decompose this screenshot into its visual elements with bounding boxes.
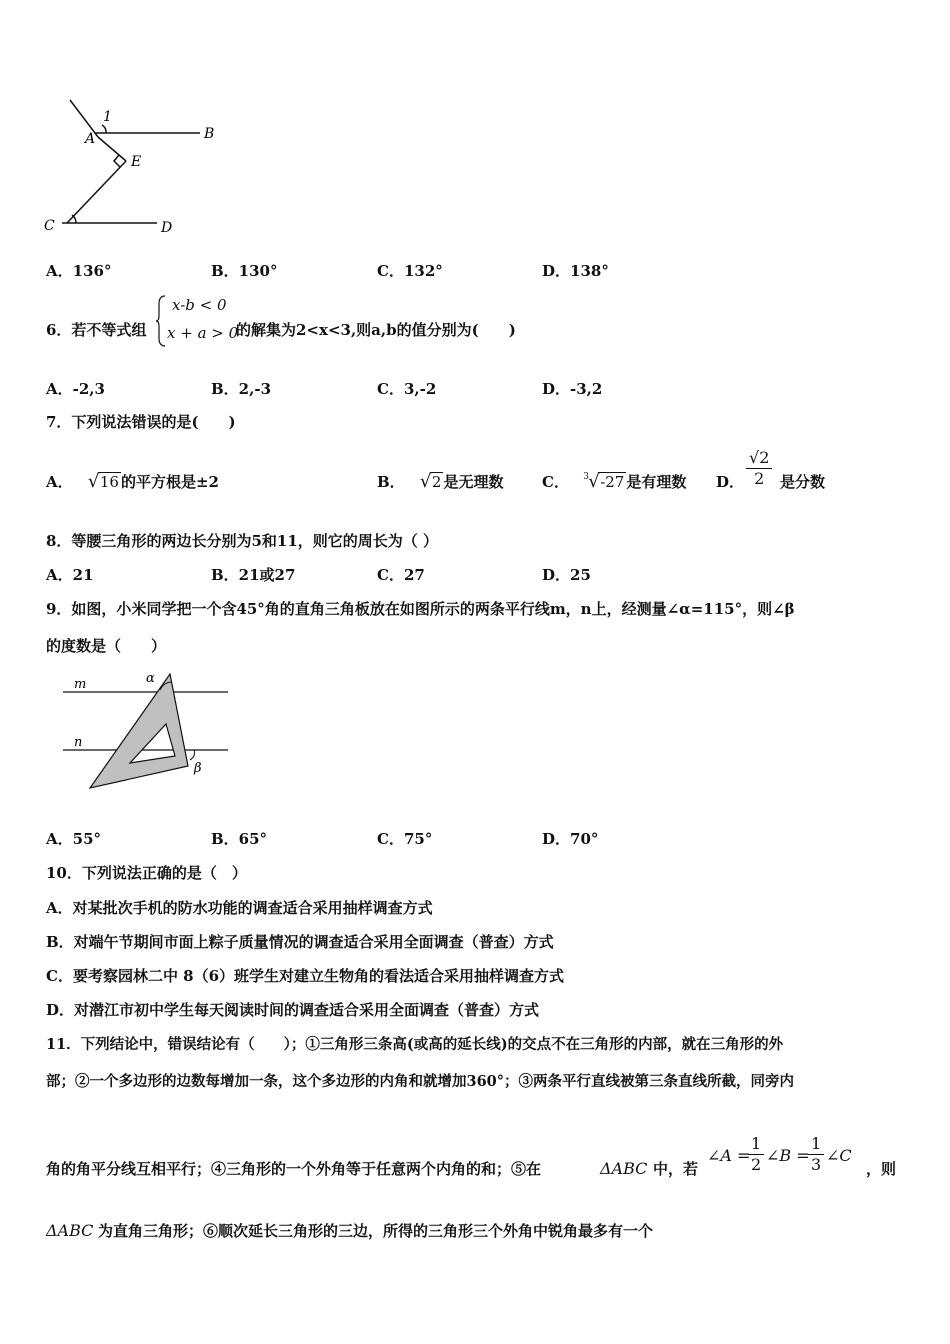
q7-option-a-radical: √ 16: [87, 471, 119, 492]
q7-option-a-text: 的平方根是±2: [120, 473, 219, 491]
q9-label-alpha: α: [146, 671, 155, 686]
q7-option-b-radicand: 2: [431, 473, 442, 491]
q11-fraction-half: [748, 1134, 764, 1175]
q6-option-a[interactable]: A．-2,3: [46, 380, 105, 398]
q11-angle-b: ∠B =: [766, 1146, 810, 1165]
q8-option-c[interactable]: C．27: [377, 566, 425, 584]
q7-option-c-radicand: -27: [600, 473, 625, 491]
q5-label-B: B: [204, 126, 215, 142]
q10-option-a[interactable]: A．对某批次手机的防水功能的调查适合采用抽样调查方式: [46, 899, 433, 917]
q9-label-beta: β: [194, 761, 202, 776]
q11-triangle-abc: ΔABC: [600, 1159, 648, 1178]
q7-option-c[interactable]: [542, 472, 686, 492]
q5-right-angle-mark: [114, 155, 120, 167]
q5-label-C: C: [44, 218, 55, 234]
q5-option-a[interactable]: A．136°: [46, 262, 112, 280]
q7-option-b-label: B．: [377, 473, 405, 491]
q11-line-3a: 角的角平分线互相平行；④三角形的一个外角等于任意两个内角的和；⑤在: [46, 1160, 542, 1178]
q11-line-3b: 中，若: [653, 1160, 699, 1178]
q9-figure: [58, 668, 238, 798]
q7-option-a-label: A．: [46, 473, 73, 491]
q5-angle-C-arc: [72, 215, 76, 223]
q6-option-c[interactable]: C．3,-2: [377, 380, 437, 398]
q5-figure: [40, 95, 240, 240]
q10-option-b[interactable]: B．对端午节期间市面上粽子质量情况的调查适合采用全面调查（普查）方式: [46, 933, 554, 951]
q6-inequality-1: x-b < 0: [172, 296, 227, 314]
q9-beta-arc: [190, 750, 195, 760]
q7-option-d-fraction: [746, 448, 772, 489]
q10-option-c[interactable]: C．要考察园林二中 8（6）班学生对建立生物角的看法适合采用抽样调查方式: [46, 967, 565, 985]
q5-label-1: 1: [103, 109, 112, 125]
q11-line-3c: ，则: [866, 1160, 897, 1178]
q11-fraction-third-den: 3: [811, 1155, 822, 1174]
q8-option-b[interactable]: B．21或27: [211, 566, 296, 584]
q9-label-n: n: [74, 735, 83, 750]
q5-label-E: E: [131, 154, 142, 170]
q9-stem-line2: 的度数是（ ）: [46, 637, 167, 655]
q10-stem: 10．下列说法正确的是（ ）: [46, 864, 247, 882]
q11-angle-a: ∠A =: [707, 1146, 751, 1165]
q5-label-D: D: [161, 220, 173, 236]
q8-option-d[interactable]: D．25: [542, 566, 591, 584]
q11-angle-c: ∠C: [826, 1146, 852, 1165]
q11-triangle-abc-2: ΔABC: [46, 1221, 94, 1240]
q7-option-d-denominator: 2: [754, 469, 765, 488]
q7-option-d-numerator: √2: [746, 448, 772, 469]
q7-option-c-text: 是有理数: [626, 473, 687, 491]
q6-number: 6．若不等式组: [46, 321, 147, 339]
q7-option-c-radical: 3 √ -27: [588, 472, 626, 492]
q5-angle-1-arc: [102, 125, 106, 133]
q6-option-b[interactable]: B．2,-3: [211, 380, 272, 398]
q9-option-a[interactable]: A．55°: [46, 830, 102, 848]
q9-option-b[interactable]: B．65°: [211, 830, 268, 848]
q7-option-c-label: C．: [542, 473, 569, 491]
q10-option-d[interactable]: D．对潜江市初中学生每天阅读时间的调查适合采用全面调查（普查）方式: [46, 1001, 540, 1019]
q11-fraction-third-num: 1: [808, 1134, 824, 1155]
q11-line-4: 为直角三角形；⑥顺次延长三角形的三边，所得的三角形三个外角中锐角最多有一个: [98, 1222, 654, 1240]
q7-stem: 7．下列说法错误的是( ): [46, 413, 236, 431]
q11-line-1: 11．下列结论中，错误结论有（ ）；①三角形三条高(或高的延长线)的交点不在三角形的内部，就在三角形的外: [46, 1036, 784, 1053]
q11-line-2: 部；②一个多边形的边数每增加一条，这个多边形的内角和就增加360°；③两条平行直线被第三条直线所截，同旁内: [46, 1073, 795, 1090]
q5-option-c[interactable]: C．132°: [377, 262, 443, 280]
q5-label-A: A: [85, 131, 96, 147]
q9-option-c[interactable]: C．75°: [377, 830, 433, 848]
q5-line-AE: [98, 137, 126, 161]
q7-option-b-text: 是无理数: [443, 473, 504, 491]
q7-option-d-text: 是分数: [780, 473, 826, 491]
q7-option-a-radicand: 16: [99, 473, 119, 491]
q9-stem-line1: 9．如图，小米同学把一个含45°角的直角三角板放在如图所示的两条平行线m，n上，经测量∠α=115°，则∠β: [46, 600, 795, 618]
q6-stem-rest: 的解集为2<x<3,则a,b的值分别为( ): [236, 321, 516, 339]
q7-option-a[interactable]: [46, 472, 219, 492]
q11-fraction-half-den: 2: [751, 1155, 762, 1174]
q9-option-d[interactable]: D．70°: [542, 830, 599, 848]
q9-triangle-ruler: [90, 674, 188, 788]
q7-option-d-label[interactable]: D．: [716, 473, 745, 491]
q7-option-b[interactable]: [377, 472, 503, 492]
q9-label-m: m: [74, 677, 87, 692]
q5-option-d[interactable]: D．138°: [542, 262, 609, 280]
q11-fraction-half-num: 1: [748, 1134, 764, 1155]
q6-brace: [155, 294, 167, 348]
q6-inequality-2: x + a > 0: [167, 324, 239, 342]
q8-stem: 8．等腰三角形的两边长分别为5和11，则它的周长为（ ）: [46, 532, 438, 550]
q5-option-b[interactable]: B．130°: [211, 262, 278, 280]
q6-option-d[interactable]: D．-3,2: [542, 380, 603, 398]
q11-fraction-third: [808, 1134, 824, 1175]
q5-line-EC: [67, 161, 126, 223]
q8-option-a[interactable]: A．21: [46, 566, 94, 584]
q7-option-b-radical: √ 2: [419, 471, 442, 492]
q7-option-c-index: 3: [583, 472, 589, 482]
